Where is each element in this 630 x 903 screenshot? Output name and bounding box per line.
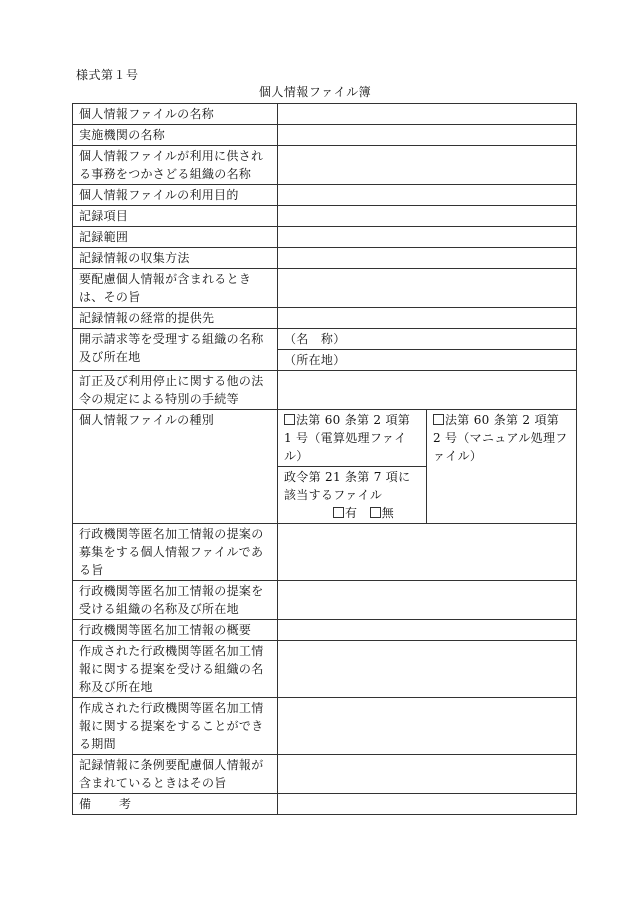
value-cell-anon-overview[interactable] <box>278 620 577 641</box>
table-row <box>73 248 577 269</box>
value-cell-remarks[interactable] <box>278 794 577 815</box>
table-row <box>73 146 577 185</box>
table-row <box>73 581 577 620</box>
table-row <box>73 620 577 641</box>
checkbox-icon[interactable] <box>284 414 295 425</box>
file-type-option-1[interactable] <box>278 410 427 467</box>
table-row <box>73 206 577 227</box>
form-number: 様式第１号 <box>76 68 139 82</box>
register-table <box>72 103 577 815</box>
table-row <box>73 227 577 248</box>
checkbox-icon[interactable] <box>370 507 381 518</box>
row-label-sensitive-info: 要配慮個人情報が含まれるときは、その旨 <box>73 269 278 308</box>
no-label: 無 <box>381 506 394 520</box>
value-cell-agency-name[interactable] <box>278 125 577 146</box>
row-label-ordinance-sensitive: 記録情報に条例要配慮個人情報が含まれているときはその旨 <box>73 755 278 794</box>
value-cell-created-anon-org[interactable] <box>278 641 577 698</box>
value-cell-purpose[interactable] <box>278 185 577 206</box>
ordinance-file-cell <box>278 467 427 524</box>
table-row <box>73 794 577 815</box>
table-row <box>73 329 577 350</box>
row-label-anon-proposal-recruit: 行政機関等匿名加工情報の提案の募集をする個人情報ファイルである旨 <box>73 524 278 581</box>
value-cell-sensitive-info[interactable] <box>278 269 577 308</box>
checkbox-icon[interactable] <box>433 414 444 425</box>
row-label-created-anon-org: 作成された行政機関等匿名加工情報に関する提案を受ける組織の名称及び所在地 <box>73 641 278 698</box>
disclosure-address-cell[interactable]: （所在地） <box>278 350 577 371</box>
value-cell-regular-provision[interactable] <box>278 308 577 329</box>
disclosure-name-cell[interactable]: （名 称） <box>278 329 577 350</box>
row-label-file-name: 個人情報ファイルの名称 <box>73 104 278 125</box>
yes-no-checks <box>284 504 420 522</box>
table-row <box>73 755 577 794</box>
row-label-regular-provision: 記録情報の経常的提供先 <box>73 308 278 329</box>
value-cell-org-name[interactable] <box>278 146 577 185</box>
form-title: 個人情報ファイル簿 <box>258 85 372 99</box>
remarks-label: 備考 <box>79 797 160 811</box>
row-label-record-items: 記録項目 <box>73 206 278 227</box>
row-label-disclosure-org: 開示請求等を受理する組織の名称及び所在地 <box>73 329 278 371</box>
table-row <box>73 371 577 410</box>
row-label-file-type: 個人情報ファイルの種別 <box>73 410 278 524</box>
value-cell-special-procedures[interactable] <box>278 371 577 410</box>
value-cell-anon-proposal-recruit[interactable] <box>278 524 577 581</box>
value-cell-record-scope[interactable] <box>278 227 577 248</box>
yes-label: 有 <box>345 506 358 520</box>
ordinance-file-label: 政令第 21 条第 7 項に該当するファイル <box>284 470 411 502</box>
table-row <box>73 269 577 308</box>
checkbox-icon[interactable] <box>333 507 344 518</box>
value-cell-collection-method[interactable] <box>278 248 577 269</box>
value-cell-ordinance-sensitive[interactable] <box>278 755 577 794</box>
row-label-created-anon-period: 作成された行政機関等匿名加工情報に関する提案をすることができる期間 <box>73 698 278 755</box>
file-type-option-1-label: 法第 60 条第 2 項第 1 号（電算処理ファイル） <box>284 413 411 463</box>
value-cell-file-name[interactable] <box>278 104 577 125</box>
table-row <box>73 308 577 329</box>
table-row <box>73 410 577 467</box>
value-cell-anon-proposal-org[interactable] <box>278 581 577 620</box>
row-label-purpose: 個人情報ファイルの利用目的 <box>73 185 278 206</box>
table-row <box>73 524 577 581</box>
value-cell-created-anon-period[interactable] <box>278 698 577 755</box>
row-label-remarks <box>73 794 278 815</box>
file-type-option-2[interactable] <box>427 410 577 524</box>
row-label-agency-name: 実施機関の名称 <box>73 125 278 146</box>
row-label-org-name: 個人情報ファイルが利用に供される事務をつかさどる組織の名称 <box>73 146 278 185</box>
row-label-record-scope: 記録範囲 <box>73 227 278 248</box>
row-label-special-procedures: 訂正及び利用停止に関する他の法令の規定による特別の手続等 <box>73 371 278 410</box>
row-label-anon-overview: 行政機関等匿名加工情報の概要 <box>73 620 278 641</box>
table-row <box>73 185 577 206</box>
row-label-collection-method: 記録情報の収集方法 <box>73 248 278 269</box>
table-row <box>73 125 577 146</box>
file-type-option-2-label: 法第 60 条第 2 項第 2 号（マニュアル処理ファイル） <box>433 413 568 463</box>
value-cell-record-items[interactable] <box>278 206 577 227</box>
table-row <box>73 698 577 755</box>
table-row <box>73 641 577 698</box>
table-row <box>73 104 577 125</box>
row-label-anon-proposal-org: 行政機関等匿名加工情報の提案を受ける組織の名称及び所在地 <box>73 581 278 620</box>
